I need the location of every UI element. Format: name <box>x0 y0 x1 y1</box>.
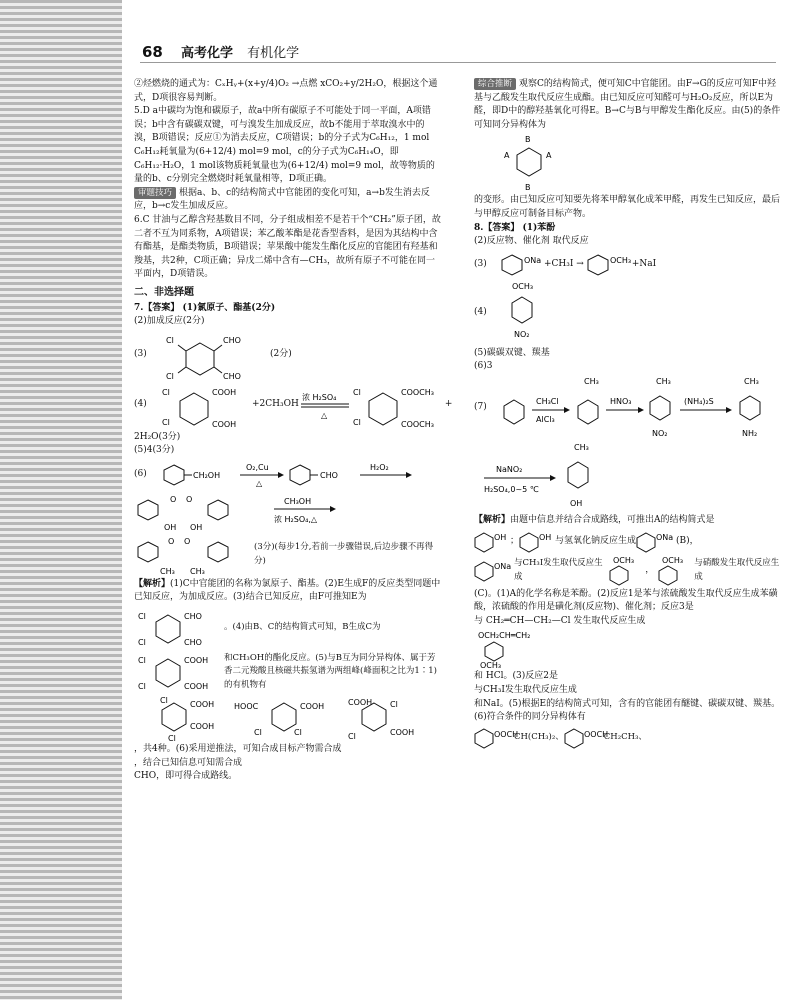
cl-label: Cl <box>162 417 170 427</box>
answer-q5: 5.D a中碳均为饱和碳原子，故a中所有碳原子不可能处于同一平面，A项错误；b中含有碳碳双键，可与溴发生加成反应，故b不能用于萃取溴水中的溴，B项错误；反应①为消去反应，C项错误；b的分子式为C₆H₁₂，1 mol C₆H₁₂耗氧量为(6+12/4) mol=9 mol，c的分子式为C₆H₁₄O，即C₆H₁₂·H₂O，1 mol该物质耗氧量也为(6+12/4) mol=9 mol，故等物质的量的b、c分别完全燃烧时耗氧量相等，D项正确。 <box>134 106 435 185</box>
q7-3-row <box>134 331 442 379</box>
cooh-label: COOH <box>390 728 415 738</box>
page-number: 68 <box>142 43 163 61</box>
q8-analysis-text-7: 与硝酸发生取代反应生成 <box>694 557 780 582</box>
cond-h2so4-temp: H₂SO₄,0~5 ℃ <box>484 484 539 494</box>
och3-label: OCH₃ <box>480 661 502 671</box>
q8-analysis-row-3 <box>474 556 782 586</box>
answer-q7-5: (5)4(3分) <box>134 445 175 456</box>
q7-6-label: (6) <box>134 469 147 480</box>
tip-tag: 审题技巧 <box>134 187 176 199</box>
answer-q8-5: (5)碳碳双键、羰基 <box>474 347 550 358</box>
sodium-phenoxide-structure <box>636 530 676 554</box>
a-label: A <box>546 151 552 161</box>
q7-4-row <box>134 381 453 429</box>
q8-analysis-1 <box>474 514 782 528</box>
synthesis-route-q8-7 <box>500 376 782 440</box>
target-product-structure <box>134 534 254 576</box>
oh-label: OH <box>494 532 507 542</box>
q8-analysis-text-4: (B)， <box>676 535 699 546</box>
q7-isomer-structures <box>134 695 442 744</box>
oocH-label: OOCH <box>583 729 608 739</box>
q8-analysis-8: (C)。(1)A的化学名称是苯酚。(2)反应1是苯与浓硫酸发生取代反应生成苯磺酸，浓硫酸的作用是磺化剂(反应物)、催化剂；反应3是 <box>474 588 778 613</box>
q8-analysis-text-3: 与氢氧化钠反应生成 <box>555 535 637 546</box>
q8-analysis-text-5: 与CH₃I发生取代反应生成 <box>514 557 603 582</box>
compound-e-structure <box>134 607 224 649</box>
anisole-structure <box>654 556 694 586</box>
cooh-label: COOH <box>212 419 237 429</box>
q8-isomers-row <box>474 727 782 749</box>
q8-3-label: (3) <box>474 258 487 269</box>
q7-6-route2 <box>134 492 442 532</box>
cooh-label: COOH <box>190 722 215 732</box>
reaction-arrow <box>299 390 353 420</box>
q7-4-label: (4) <box>134 398 147 409</box>
analysis-tag: 【解析】 <box>474 514 511 525</box>
q7-analysis-5: ，结合已知信息可知需合成 <box>134 757 243 768</box>
ch3-label: CH₃ <box>744 376 759 386</box>
binding-margin <box>0 0 122 1000</box>
cho-label: CHO <box>184 638 202 648</box>
allyl-ether-row <box>474 630 782 671</box>
anisole-structure <box>605 556 645 586</box>
cl-label: Cl <box>138 656 146 666</box>
q8-analysis-text-1: 由题中信息并结合合成路线，可推出A的结构简式是 <box>510 514 715 525</box>
q8-analysis-text-6: ， <box>645 564 655 575</box>
q8-3-tail: +NaI <box>631 258 657 269</box>
isomer-structures <box>134 695 434 744</box>
q8-7-route-end <box>474 442 782 512</box>
q8-3-row <box>474 251 782 279</box>
abab-scaffold-row <box>474 134 782 192</box>
cond-h2so4: 浓 H₂SO₄,△ <box>274 514 318 524</box>
analysis-text-2: 。(4)由B、C的结构简式可知，B生成C为 <box>224 622 381 633</box>
compound-b-structure <box>134 651 224 693</box>
dichloro-phthalic-acid-structure <box>160 381 252 429</box>
q8-analysis-14: CH₂CH₃、 <box>603 731 647 742</box>
plus-sign: + <box>444 398 453 409</box>
analysis-text-1: (1)C中官能团的名称为氯原子、酯基。(2)E生成F的反应类型同题中已知反应，为加成反应。(3)结合已知反应，由F可推知E为 <box>134 578 441 603</box>
b-label: B <box>525 135 531 145</box>
answer-q6: 6.C 甘油与乙醇含羟基数目不同，分子组成相差不是若干个“CH₂”原子团，故二者不互为同系物，A项错误；苯乙酸苯酯是花香型香料，是因为其结构中含有酯基，是酯类物质，B项错误；苹果酸中能发生酯化反应的官能团有羟基和羧基，共2种，C项正确；异戊二烯中含有—CH₃，故所有原子不可能在同一平面内，D项错误。 <box>134 214 441 280</box>
cooh-label: COOH <box>190 700 215 710</box>
o-label: O <box>184 536 191 546</box>
peroxide-intermediate-structure <box>134 492 424 532</box>
ona-label: ONa <box>494 561 512 571</box>
och3-label: OCH₃ <box>613 555 635 565</box>
left-column <box>134 78 453 784</box>
q8-analysis-12: 和NaI。(5)根据E的结构简式可知，含有的官能团有醚键、碳碳双键、羰基。(6)符合条件的同分异构体有 <box>474 698 781 723</box>
analysis-tag: 【解析】 <box>134 578 171 589</box>
tip-text: 根据a、b、c的结构简式中官能团的变化可知，a→b发生消去反应，b→c发生加成反应。 <box>134 187 430 212</box>
cho-label: CHO <box>320 470 338 480</box>
cl-label: Cl <box>348 732 356 742</box>
o-label: O <box>168 536 175 546</box>
cooh-label: COOH <box>300 702 325 712</box>
q8-analysis-10: 和 HCl。(3)反应2是 <box>474 671 558 682</box>
inference-block <box>474 78 782 132</box>
cl-label: Cl <box>294 728 302 738</box>
cond-alcl3: AlCl₃ <box>536 414 555 424</box>
cl-label: Cl <box>254 728 262 738</box>
cond-o2-cu: O₂,Cu <box>246 462 269 472</box>
cooh-label: COOH <box>184 682 209 692</box>
o-label: O <box>170 494 177 504</box>
answer-q7-2: (2)加成反应(2分) <box>134 316 205 327</box>
phenol-structure <box>519 530 555 554</box>
ch3-label: CH₃ <box>160 566 175 576</box>
q7-3-score: (2分) <box>270 348 292 359</box>
allyl-ether-structure <box>474 630 564 671</box>
cond-heat: △ <box>256 478 263 488</box>
oocH-label: OOCH <box>494 729 519 739</box>
cl-label: Cl <box>138 638 146 648</box>
tip-block <box>134 187 442 214</box>
diazotization-step <box>474 442 674 512</box>
answer-q8: 8.【答案】 (1)苯酚 <box>474 222 556 233</box>
nh2-label: NH₂ <box>742 428 758 438</box>
cho-label: CHO <box>223 371 241 381</box>
section-heading: 二、非选择题 <box>134 286 194 298</box>
sodium-phenoxide-structure <box>500 251 540 279</box>
oh-label: OH <box>190 522 203 532</box>
header-divider <box>140 62 776 63</box>
phenol-structure <box>474 530 510 554</box>
cl-label: Cl <box>352 387 361 397</box>
och3-label: OCH₃ <box>512 281 534 291</box>
formate-ester-structure <box>474 727 519 749</box>
ona-label: ONa <box>656 532 674 542</box>
ch3-label: CH₃ <box>574 442 589 452</box>
q7-4-tail: 2H₂O(3分) <box>134 431 181 442</box>
q8-analysis-9: 与 CH₂═CH—CH₂—Cl 发生取代反应生成 <box>474 615 646 626</box>
oh-label: OH <box>570 498 583 508</box>
arrow-cond-bottom: △ <box>320 410 327 420</box>
sodium-phenoxide-structure <box>474 559 514 583</box>
inference-text-2: 的变形。由已知反应可知要先将苯甲醇氧化成苯甲醛，再发生已知反应，最后与甲醇反应可制备目标产物。 <box>474 195 781 219</box>
cooch3-label: COOCH₃ <box>400 387 434 397</box>
cl-label: Cl <box>166 335 174 345</box>
answer-q8-2: (2)反应物、催化剂 取代反应 <box>474 236 589 247</box>
book-title: 高考化学 <box>181 46 234 61</box>
q8-4-label: (4) <box>474 306 487 317</box>
oh-label: OH <box>539 532 552 542</box>
abab-scaffold-structure <box>474 134 584 192</box>
q7-analysis-6: CHO，即可得合成路线。 <box>134 771 238 782</box>
q7-analysis-structure-e <box>134 607 442 649</box>
cond-nano2: NaNO₂ <box>496 464 523 474</box>
cho-label: CHO <box>223 335 241 345</box>
ch3-label: CH₃ <box>190 566 205 576</box>
q7-3-label: (3) <box>134 348 147 359</box>
och3-label: OCH₃ <box>662 555 684 565</box>
formate-ester-structure <box>564 727 608 749</box>
allyl-ether-label: OCH₂CH═CH₂ <box>478 631 531 641</box>
cond-h2o2: H₂O₂ <box>370 462 389 472</box>
anisole-structure <box>584 251 632 279</box>
cl-label: Cl <box>168 734 176 744</box>
q7-6-route <box>134 460 442 490</box>
b-label: B <box>525 183 531 193</box>
p-nitroanisole-structure <box>500 281 550 345</box>
cl-label: Cl <box>352 417 361 427</box>
cond-nh4-2s: (NH₄)₂S <box>684 396 714 406</box>
cl-label: Cl <box>166 371 174 381</box>
oh-label: OH <box>164 522 177 532</box>
cond-ch3oh: CH₃OH <box>284 496 312 506</box>
cond-hno3: HNO₃ <box>610 396 632 406</box>
cooh-label: COOH <box>348 698 373 708</box>
och3-label: OCH₃ <box>609 255 631 265</box>
q7-6-product-row <box>134 534 442 576</box>
combustion-formula-note: ②烃燃烧的通式为：CₓHᵧ+(x+y/4)O₂ →点燃 xCO₂+y/2H₂O，根据这个通式，D项很容易判断。 <box>134 79 438 103</box>
cooch3-label: COOCH₃ <box>400 419 434 429</box>
cl-label: Cl <box>138 612 146 622</box>
o-label: O <box>186 494 193 504</box>
q8-3-reagent: +CH₃I → <box>544 258 584 269</box>
chapter-title: 有机化学 <box>247 46 300 61</box>
ch3-label: CH₃ <box>584 376 599 386</box>
synthesis-route-step1 <box>160 460 440 490</box>
answer-q7: 7.【答案】 (1)氯原子、酯基(2分) <box>134 302 276 313</box>
inference-text: 观察C的结构简式，便可知C中官能团。由F→G的反应可知F中羟基与乙酸发生取代反应生成酯。由已知反应可知醛可与H₂O₂反应，所以E为醛，即D中的醇羟基氧化可得E。B→C与B与甲醇发生酯化反应。由(5)的条件可知同分异构体为 <box>474 79 781 130</box>
ona-label: ONa <box>524 255 542 265</box>
q8-4-row <box>474 281 782 345</box>
q7-6-score: (3分)(每步1分,若前一步骤错误,后边步骤不再得分) <box>254 542 434 566</box>
cooh-label: COOH <box>184 656 209 666</box>
hooc-label: HOOC <box>234 702 259 712</box>
cooh-label: COOH <box>212 387 237 397</box>
answer-q8-6: (6)3 <box>474 361 493 372</box>
q8-analysis-11: 与CH₃I发生取代反应生成 <box>474 684 577 695</box>
q7-analysis-1 <box>134 578 442 605</box>
cl-label: Cl <box>138 682 146 692</box>
cl-label: Cl <box>162 387 170 397</box>
dimethyl-ester-structure <box>353 381 445 429</box>
page-header <box>142 42 299 61</box>
right-column <box>474 78 782 751</box>
methanol-reagent: +2CH₃OH <box>252 398 299 409</box>
inference-tag: 综合推断 <box>474 78 516 90</box>
q8-analysis-row-2 <box>474 530 782 554</box>
analysis-text-3: 和CH₃OH的酯化反应。(5)与B互为同分异构体、属于芳香二元羧酸且核磁共振氢谱为两组峰(峰面积之比为1∶1)的有机物有 <box>224 652 437 690</box>
no2-label: NO₂ <box>514 329 530 339</box>
dichloro-dialdehyde-structure <box>160 331 270 379</box>
a-label: A <box>504 151 510 161</box>
q8-analysis-text-2: ； <box>510 535 520 546</box>
ch3-label: CH₃ <box>656 376 671 386</box>
document-page <box>122 0 790 1000</box>
q8-7-label: (7) <box>474 402 487 413</box>
q7-analysis-4: ，共4种。(6)采用逆推法，可知合成目标产物需合成 <box>134 744 342 755</box>
cond-ch3cl: CH₃Cl <box>536 396 559 406</box>
cl-label: Cl <box>390 700 398 710</box>
q7-analysis-structure-b <box>134 651 442 693</box>
ch2oh-label: CH₂OH <box>193 470 221 480</box>
cl-label: Cl <box>160 696 168 706</box>
no2-label: NO₂ <box>652 428 668 438</box>
q8-analysis-13: CH(CH₃)₂、 <box>514 731 564 742</box>
arrow-cond-top: 浓 H₂SO₄ <box>301 392 337 402</box>
q8-7-route <box>474 376 782 440</box>
cho-label: CHO <box>184 612 202 622</box>
